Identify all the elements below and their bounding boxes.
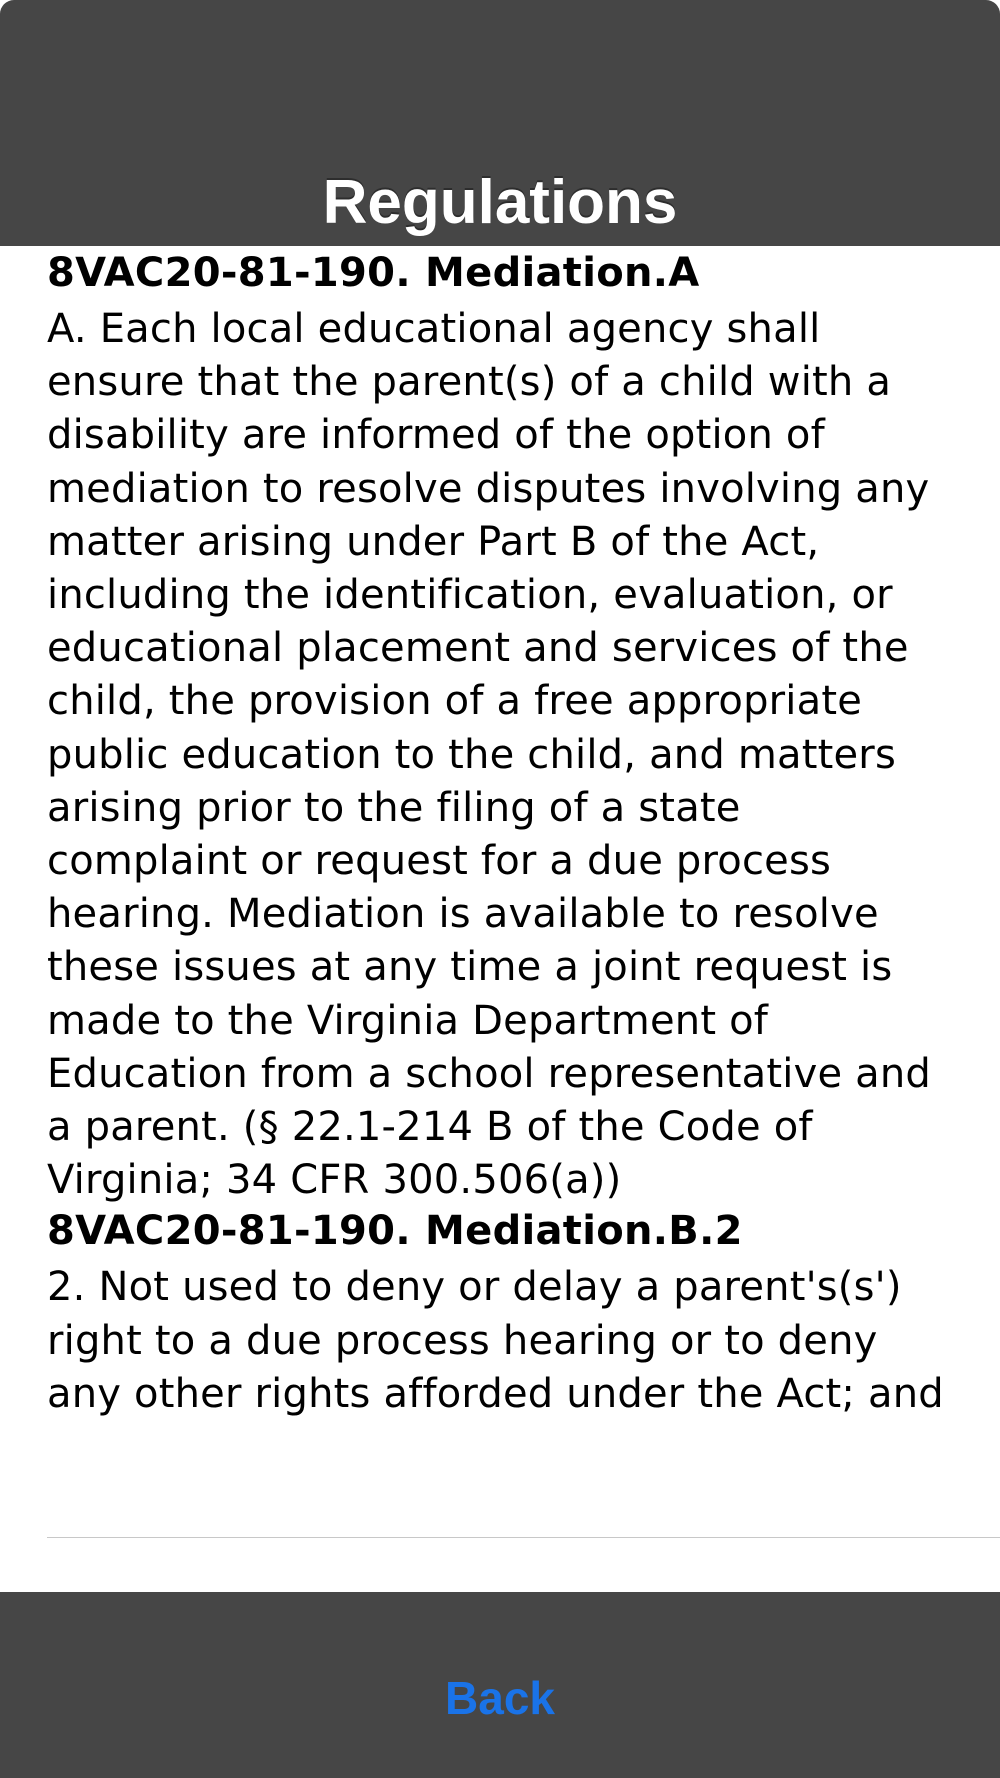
regulation-section xyxy=(47,1207,1000,1421)
footer-bar xyxy=(0,1592,1000,1778)
list-divider xyxy=(47,1537,1000,1538)
section-heading: 8VAC20-81-190. Mediation.A xyxy=(47,250,700,296)
regulation-content[interactable] xyxy=(47,249,1000,1539)
section-body: 2. Not used to deny or delay a parent's(s') right to a due process hearing or to deny any other rights afforded under the Act; and xyxy=(47,1264,944,1417)
header-bar xyxy=(0,0,1000,246)
back-button[interactable]: Back xyxy=(445,1672,555,1724)
regulation-section xyxy=(47,249,1000,1207)
section-heading: 8VAC20-81-190. Mediation.B.2 xyxy=(47,1208,743,1255)
page-title: Regulations xyxy=(322,168,678,237)
section-body: A. Each local educational agency shall ensure that the parent(s) of a child with a disability are informed of the option of mediation to resolve disputes involving any matter arising under Part B of the Act, including the identification, evaluation, or educational placement and services of the child, the provision of a free appropriate public education to the child, and matters arising prior to the filing of a state complaint or request for a due process hearing. Mediation is available to resolve these issues at any time a joint request is made to the Virginia Department of Education from a school representative and a parent. (§ 22.1-214 B of the Code of Virginia; 34 CFR 300.506(a)) xyxy=(47,306,932,1204)
